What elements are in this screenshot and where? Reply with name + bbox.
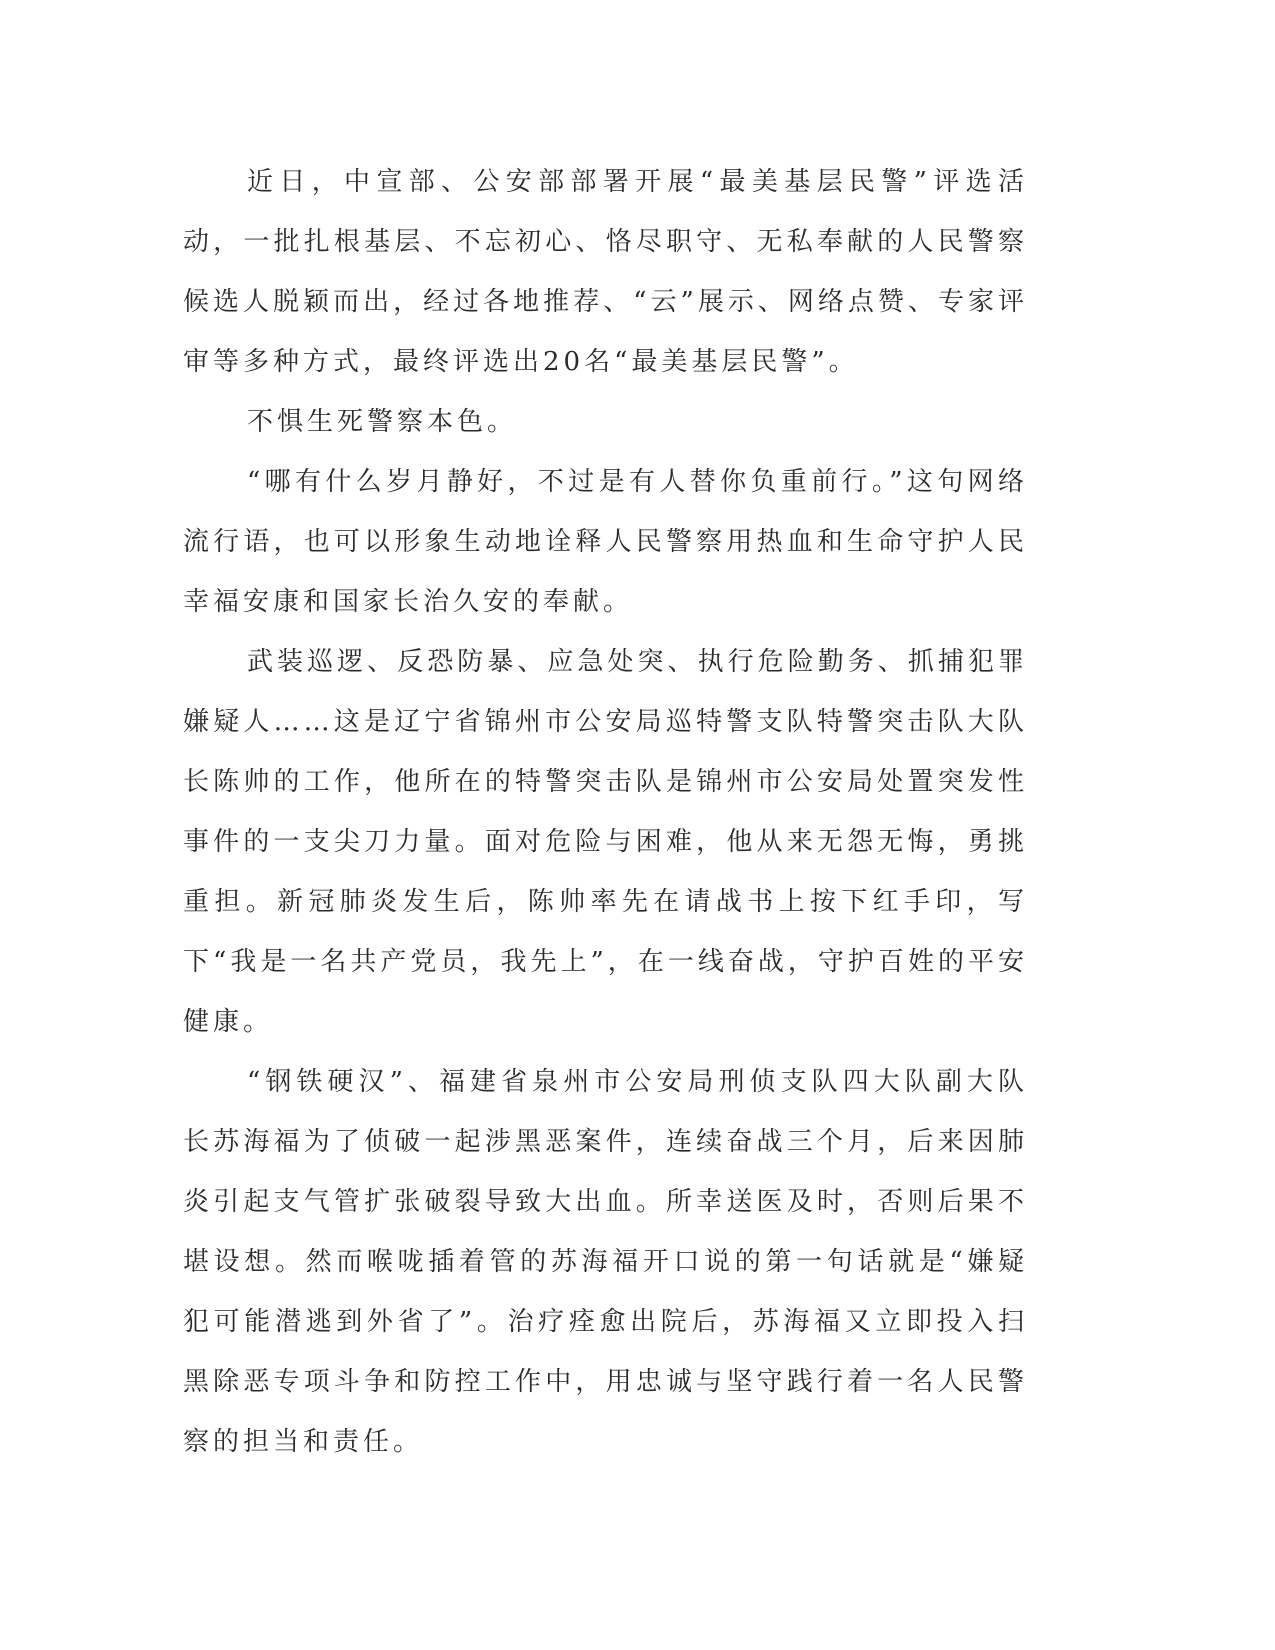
paragraph-3: “哪有什么岁月静好，不过是有人替你负重前行。”这句网络流行语，也可以形象生动地诠释人民警察用热血和生命守护人民幸福安康和国家长治久安的奉献。 [183,467,1028,617]
paragraph-2: 不惧生死警察本色。 [247,407,518,437]
paragraph-1: 近日，中宣部、公安部部署开展“最美基层民警”评选活动，一批扎根基层、不忘初心、恪尽职守、无私奉献的人民警察候选人脱颖而出，经过各地推荐、“云”展示、网络点赞、专家评审等多种方式，最终评选出20名“最美基层民警”。 [183,167,1028,377]
paragraph-4: 武装巡逻、反恐防暴、应急处突、执行危险勤务、抓捕犯罪嫌疑人……这是辽宁省锦州市公安局巡特警支队特警突击队大队长陈帅的工作，他所在的特警突击队是锦州市公安局处置突发性事件的一支尖刀力量。面对危险与困难，他从来无怨无悔，勇挑重担。新冠肺炎发生后，陈帅率先在请战书上按下红手印，写下“我是一名共产党员，我先上”，在一线奋战，守护百姓的平安健康。 [183,647,1028,1037]
document-body [183,152,1028,1472]
paragraph-5: “钢铁硬汉”、福建省泉州市公安局刑侦支队四大队副大队长苏海福为了侦破一起涉黑恶案件，连续奋战三个月，后来因肺炎引起支气管扩张破裂导致大出血。所幸送医及时，否则后果不堪设想。然而喉咙插着管的苏海福开口说的第一句话就是“嫌疑犯可能潜逃到外省了”。治疗痊愈出院后，苏海福又立即投入扫黑除恶专项斗争和防控工作中，用忠诚与坚守践行着一名人民警察的担当和责任。 [183,1067,1028,1457]
